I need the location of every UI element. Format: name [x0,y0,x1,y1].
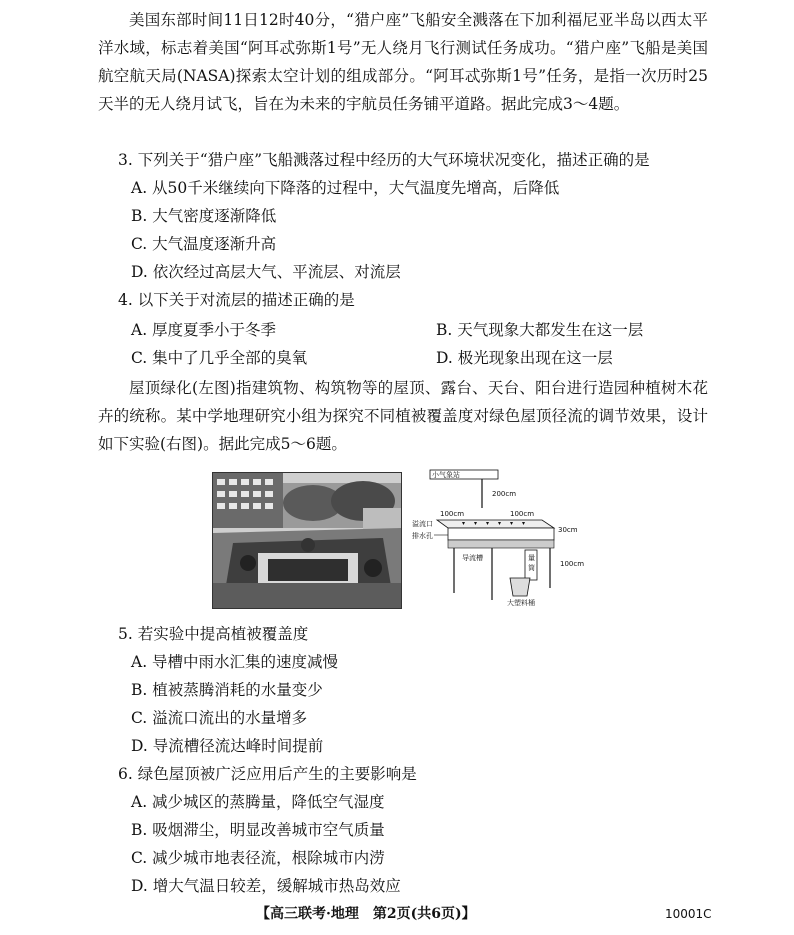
footer-title: 【高三联考·地理 第2页(共6页)】 [256,906,476,922]
question-3-option-d: D. 依次经过高层大气、平流层、对流层 [131,263,401,281]
question-4-option-c: C. 集中了几乎全部的臭氧 [131,349,308,367]
label-height-200: 200cm [492,490,517,498]
question-3-option-b: B. 大气密度逐渐降低 [131,207,277,225]
label-height-100: 100cm [560,560,585,568]
footer-code: 10001C [665,907,712,921]
question-5-option-b: B. 植被蒸腾消耗的水量变少 [131,681,323,699]
experiment-diagram [412,468,592,608]
intro-paragraph-orion: 美国东部时间11日12时40分，“猎户座”飞船安全溅落在下加利福尼亚半岛以西太平洋水域，标志着美国“阿耳忒弥斯1号”无人绕月飞行测试任务成功。“猎户座”飞船是美国航空航天局(NASA)探索太空计划的组成部分。“阿耳忒弥斯1号”任务，是指一次历时25天半的无人绕月试飞，旨在为未来的宇航员任务铺平道路。据此完成3～4题。 [98,11,708,113]
intro-paragraph-green-roof: 屋顶绿化(左图)指建筑物、构筑物等的屋顶、露台、天台、阳台进行造园种植树木花卉的统称。某中学地理研究小组为探究不同植被覆盖度对绿色屋顶径流的调节效果，设计如下实验(右图)。据此完成5～6题。 [98,379,708,453]
label-gutter: 导流槽 [462,554,483,562]
question-6-option-d: D. 增大气温日较差，缓解城市热岛效应 [131,877,401,895]
question-4-option-d: D. 极光现象出现在这一层 [436,349,613,367]
question-5-option-a: A. 导槽中雨水汇集的速度减慢 [131,653,339,671]
label-cylinder-1: 量 [528,554,535,562]
question-5-option-c: C. 溢流口流出的水量增多 [131,709,308,727]
question-4-option-b: B. 天气现象大都发生在这一层 [436,321,644,339]
label-width-100-a: 100cm [440,510,465,518]
question-4-stem: 4. 以下关于对流层的描述正确的是 [118,291,355,309]
label-overflow: 溢流口 [412,520,433,528]
question-6-option-a: A. 减少城区的蒸腾量，降低空气湿度 [131,793,385,811]
question-3-option-c: C. 大气温度逐渐升高 [131,235,277,253]
question-4-option-a: A. 厚度夏季小于冬季 [131,321,277,339]
label-width-100-b: 100cm [510,510,535,518]
question-3-option-a: A. 从50千米继续向下降落的过程中，大气温度先增高，后降低 [131,179,560,197]
label-bucket: 大塑料桶 [507,599,535,607]
question-5-stem: 5. 若实验中提高植被覆盖度 [118,625,309,643]
green-roof-photo [212,472,402,609]
question-3-stem: 3. 下列关于“猎户座”飞船溅落过程中经历的大气环境状况变化，描述正确的是 [118,151,650,169]
question-6-stem: 6. 绿色屋顶被广泛应用后产生的主要影响是 [118,765,417,783]
question-6-option-b: B. 吸烟滞尘，明显改善城市空气质量 [131,821,385,839]
question-6-option-c: C. 减少城市地表径流，根除城市内涝 [131,849,385,867]
label-weather-station: 小气象站 [432,471,460,479]
label-drain-hole: 排水孔 [412,532,433,540]
figures-row [212,468,592,608]
label-cylinder-2: 筒 [528,564,535,572]
label-height-30: 30cm [558,526,578,534]
question-5-option-d: D. 导流槽径流达峰时间提前 [131,737,324,755]
